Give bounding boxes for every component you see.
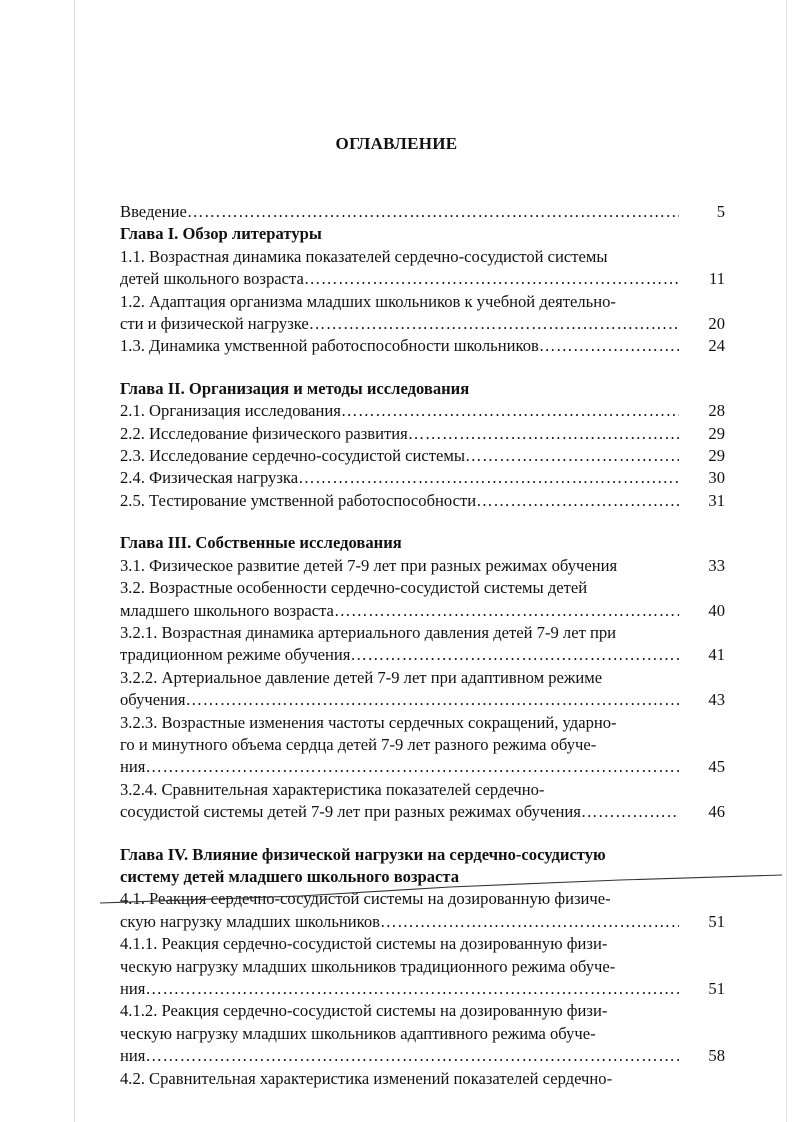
- toc-entry-text: сосудистой системы детей 7-9 лет при разных режимах обучения: [120, 802, 581, 822]
- toc-page-number: 46: [708, 802, 725, 822]
- toc-page-number: 51: [708, 911, 725, 931]
- toc-entry-text: Введение: [120, 202, 187, 221]
- toc-page-number: 33: [708, 555, 725, 575]
- toc-entry-text: ния: [120, 979, 146, 998]
- toc-page-number: 43: [708, 690, 725, 710]
- toc-entry-text: 2.4. Физическая нагрузка: [120, 468, 299, 488]
- toc-page-number: 28: [708, 401, 725, 421]
- toc-page-number: 5: [716, 202, 725, 221]
- chapter-heading: Глава I. Обзор литературы: [120, 224, 322, 244]
- toc-entry-text: 4.1.1. Реакция сердечно-сосудистой системы на дозированную физи-: [120, 934, 608, 954]
- toc-entry-text: сти и физической нагрузке: [120, 314, 309, 334]
- toc-entry-text: ческую нагрузку младших школьников адаптивного режима обуче-: [120, 1023, 596, 1043]
- toc-entry-text: 3.2.2. Артериальное давление детей 7-9 лет при адаптивном режиме: [120, 667, 603, 687]
- toc-page-number: 24: [708, 336, 725, 356]
- chapter-heading: систему детей младшего школьного возраста: [120, 866, 460, 886]
- toc-entry-text: 2.5. Тестирование умственной работоспособности: [120, 490, 477, 510]
- toc-entry-text: 3.1. Физическое развитие детей 7-9 лет при разных режимах обучения: [120, 555, 618, 575]
- toc-page-number: 45: [708, 757, 725, 777]
- toc-page-number: 11: [709, 269, 725, 289]
- toc-page-number: 40: [708, 600, 725, 620]
- toc-entry-text: 1.1. Возрастная динамика показателей сердечно-сосудистой системы: [120, 246, 608, 266]
- toc-entry-text: ческую нагрузку младших школьников традиционного режима обуче-: [120, 956, 616, 976]
- toc-entry-text: традиционном режиме обучения: [120, 645, 351, 665]
- toc-entry-text: го и минутного объема сердца детей 7-9 лет разного режима обуче-: [120, 734, 597, 754]
- toc-entry-text: 3.2.1. Возрастная динамика артериального давления детей 7-9 лет при: [120, 622, 617, 642]
- toc-entry-text: 3.2.4. Сравнительная характеристика показателей сердечно-: [120, 779, 545, 799]
- toc-entry-text: 4.1.2. Реакция сердечно-сосудистой системы на дозированную физи-: [120, 1001, 608, 1021]
- toc-page-number: 51: [708, 979, 725, 998]
- toc-entry-text: детей школьного возраста: [120, 269, 304, 289]
- toc-page-number: 30: [708, 468, 725, 488]
- toc-entry-text: 1.3. Динамика умственной работоспособности школьников: [120, 336, 539, 356]
- page-title: ОГЛАВЛЕНИЕ: [335, 134, 458, 153]
- toc-entry-text: 4.2. Сравнительная характеристика изменений показателей сердечно-: [120, 1068, 613, 1088]
- toc-page-number: 29: [708, 423, 725, 443]
- toc-page-number: 29: [708, 446, 725, 466]
- toc-page-number: 31: [708, 490, 725, 510]
- toc-page-number: 41: [708, 645, 725, 665]
- chapter-heading: Глава IV. Влияние физической нагрузки на сердечно-сосудистую: [120, 844, 606, 864]
- toc-entry-text: младшего школьного возраста: [120, 600, 334, 620]
- toc-entry-text: 3.2.3. Возрастные изменения частоты сердечных сокращений, ударно-: [120, 712, 617, 732]
- chapter-heading: Глава III. Собственные исследования: [120, 533, 402, 553]
- toc-page-number: 58: [708, 1046, 725, 1066]
- toc-entry-text: 3.2. Возрастные особенности сердечно-сосудистой системы детей: [120, 578, 588, 598]
- toc-entry-text: 4.1. Реакция сердечно-сосудистой системы на дозированную физиче-: [120, 889, 611, 909]
- toc-entry-text: 1.2. Адаптация организма младших школьников к учебной деятельно-: [120, 291, 616, 311]
- toc-entry-text: ния: [120, 757, 146, 777]
- toc-entry-text: 2.1. Организация исследования: [120, 401, 341, 421]
- toc-entry-text: 2.3. Исследование сердечно-сосудистой системы: [120, 446, 466, 466]
- chapter-heading: Глава II. Организация и методы исследования: [120, 378, 470, 398]
- toc-entry-text: ния: [120, 1046, 146, 1066]
- toc-entry-text: обучения: [120, 690, 186, 710]
- toc-entry-text: 2.2. Исследование физического развития: [120, 423, 408, 443]
- toc-page-number: 20: [708, 314, 725, 334]
- toc-entry-text: скую нагрузку младших школьников: [120, 911, 381, 931]
